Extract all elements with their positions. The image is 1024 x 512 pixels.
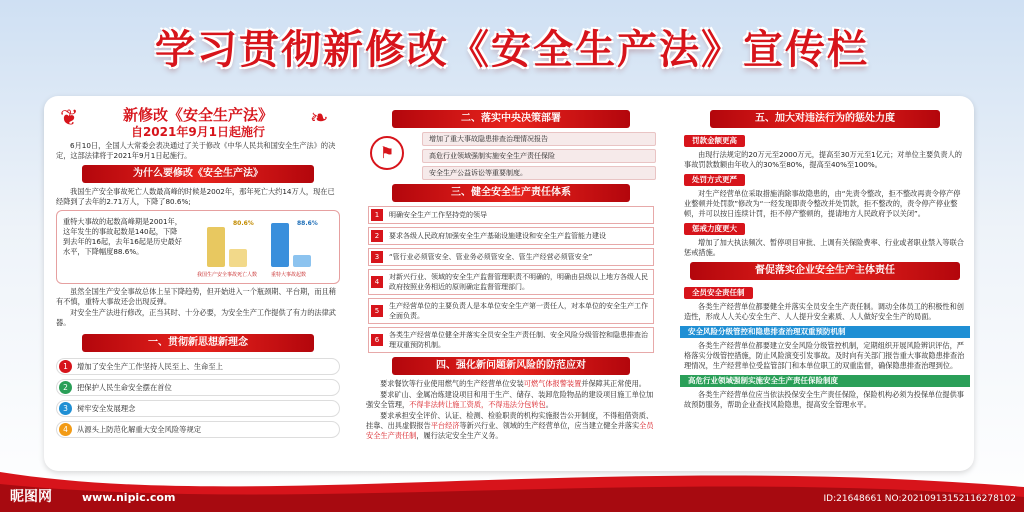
sec3-item xyxy=(368,269,654,295)
text: ，履行法定安全生产义务。 xyxy=(416,431,503,440)
tag-full-staff: 全员安全责任制 xyxy=(684,287,753,299)
sec3-item-text: 明确安全生产工作坚持党的领导 xyxy=(389,211,487,219)
sec3-item-text: 生产经营单位的主要负责人是本单位安全生产第一责任人，对本单位的安全生产工作全面负责。 xyxy=(389,302,648,320)
intro-text: 6月10日，全国人大常委会表决通过了关于修改《中华人民共和国安全生产法》的决定，这部法律将于2021年9月1日起施行。 xyxy=(56,141,336,160)
number-badge: 2 xyxy=(59,381,72,394)
tag-discipline: 惩戒力度更大 xyxy=(684,223,745,235)
text: 并保障其正常使用。 xyxy=(581,379,646,388)
chart-pct-2: 88.6% xyxy=(297,220,318,227)
sec3-item xyxy=(368,248,654,266)
sec4-paragraph-3 xyxy=(366,411,656,441)
list-item-text: 树牢安全发展理念 xyxy=(77,403,136,413)
sec2-item: 增加了重大事故隐患排查治理情况报告 xyxy=(422,132,656,146)
subject-responsibility-header: 督促落实企业安全生产主体责任 xyxy=(690,262,960,280)
number-badge: 2 xyxy=(371,230,383,242)
laurel-left-icon: ❦ xyxy=(60,106,79,131)
highlight-text: 不得非法转让施工资质，不得违法分包转包 xyxy=(409,400,546,409)
sec3-item-text: “管行业必须管安全、管业务必须管安全、管生产经营必须管安全” xyxy=(389,253,593,261)
chart-bar-accidents xyxy=(271,223,289,267)
number-badge: 3 xyxy=(59,402,72,415)
sec2-item: 高危行业领域强制实施安全生产责任保险 xyxy=(422,149,656,163)
list-item xyxy=(56,421,340,438)
tag-punish: 处罚方式更严 xyxy=(684,174,745,186)
number-badge: 6 xyxy=(371,334,383,346)
why-paragraph-1: 我国生产安全事故死亡人数最高峰的时候是2002年，那年死亡大约14万人，现在已经降到了去年的2.71万人，下降了80.6%; xyxy=(56,187,335,206)
sec3-item xyxy=(368,206,654,224)
tag-dual-prevention: 安全风险分级管控和隐患排查治理双重预防机制 xyxy=(680,326,970,338)
number-badge: 1 xyxy=(59,360,72,373)
meeting-icon: ⚑ xyxy=(370,136,404,170)
sec2-item: 安全生产公益诉讼等重要制度。 xyxy=(422,166,656,180)
sec3-item xyxy=(368,327,654,353)
list-item xyxy=(56,379,340,396)
highlight-text: 可燃气体报警装置 xyxy=(523,379,582,388)
tag-insurance: 高危行业领域强制实施安全生产责任保险制度 xyxy=(680,375,970,387)
text: 要求矿山、金属冶炼建设项目和用于生产、储存、装卸危险物品的建设项目施工单位加强安全管理， xyxy=(366,390,654,409)
insurance-paragraph: 各类生产经营单位应当依法投保安全生产责任保险，保险机构必须为投保单位提供事故预防服务，帮助企业查找风险隐患，提高安全管理水平。 xyxy=(684,390,964,409)
highlight-text: 全员安全生产责任制 xyxy=(366,421,654,440)
full-staff-paragraph: 各类生产经营单位都要健全并落实全员安全生产责任制。调动全体员工的积极性和创造性，形成人人关心安全生产、人人提升安全素质、人人做好安全生产的局面。 xyxy=(684,302,964,321)
list-item xyxy=(56,358,340,375)
column-right xyxy=(680,106,970,411)
text: 要求餐饮等行业使用燃气的生产经营单位安装 xyxy=(380,379,524,388)
number-badge: 3 xyxy=(371,251,383,263)
chart-text: 重特大事故的起数高峰期是2001年，这年发生的事故起数是140起，下降到去年的16起，去年16起是历史最好水平，下降幅度88.6%。 xyxy=(63,217,182,256)
discipline-paragraph: 增加了加大执法频次、暂停项目审批、上调有关保险费率、行业或者职业禁入等联合惩戒措施。 xyxy=(684,238,964,257)
section-4-header: 四、强化新问题新风险的防范应对 xyxy=(392,357,630,375)
why-paragraph-2: 虽然全国生产安全事故总体上呈下降趋势，但开始进入一个瓶颈期、平台期，而且稍有不慎，重特大事故还会出现反弹。 xyxy=(56,287,336,306)
sec3-item xyxy=(368,298,654,324)
text: 等新兴行业、领域的生产经营单位，应当建立健全并落实 xyxy=(459,421,640,430)
tag-fine: 罚款金额更高 xyxy=(684,135,745,147)
law-heading: 新修改《安全生产法》 xyxy=(122,106,273,124)
list-item xyxy=(56,400,340,417)
chart-bar-deaths xyxy=(207,227,225,267)
watermark-url: www.nipic.com xyxy=(82,491,176,504)
why-revise-header: 为什么要修改《安全生产法》 xyxy=(82,165,314,183)
laurel-right-icon: ❧ xyxy=(310,106,329,131)
section-1-header: 一、贯彻新思想新理念 xyxy=(82,334,314,352)
punish-paragraph: 对生产经营单位采取措施消除事故隐患的，由“先责令整改，拒不整改再责令停产停业整顿并处罚款”修改为“一经发现即责令整改并处罚款，拒不整改的，责令停产停业整顿，并可以按日连续计罚，拒不停产整顿的，提请地方人民政府予以关闭”。 xyxy=(684,189,961,218)
sec3-item-text: 要求各级人民政府加强安全生产基础设施建设和安全生产监管能力建设 xyxy=(389,232,606,240)
sec3-item xyxy=(368,227,654,245)
accident-chart xyxy=(56,210,340,284)
fine-paragraph: 由现行法规定的20万元至2000万元，提高至30万元至1亿元；对单位主要负责人的事故罚款数额由年收入的30%至80%，提高至40%至100%。 xyxy=(684,150,962,169)
list-item-text: 增加了安全生产工作坚持人民至上、生命至上 xyxy=(77,361,223,371)
number-badge: 4 xyxy=(371,276,383,288)
chart-bar-accidents-now xyxy=(293,255,311,267)
watermark-logo: 昵图网 xyxy=(10,489,52,505)
section-2-header: 二、落实中央决策部署 xyxy=(392,110,630,128)
list-item-text: 把保护人民生命安全摆在首位 xyxy=(77,382,172,392)
sec4-paragraph-2 xyxy=(366,390,656,410)
number-badge: 1 xyxy=(371,209,383,221)
law-date-heading: 自2021年9月1日起施行 xyxy=(130,125,266,139)
why-paragraph-3: 对安全生产法进行修改，正当其时、十分必要，为安全生产工作提供了有力的法律武器。 xyxy=(56,308,336,327)
page-title: 学习贯彻新修改《安全生产法》宣传栏 xyxy=(155,27,869,73)
chart-label-1: 我国生产安全事故死亡人数 xyxy=(197,272,258,278)
chart-bar-deaths-now xyxy=(229,249,247,267)
text: 要求承担安全评价、认证、检测、检验职责的机构实施报告公开制度，不得租借资质、挂靠、出具虚假报告 xyxy=(366,411,654,430)
highlight-text: 平台经济 xyxy=(430,421,460,430)
sec3-item-text: 各类生产经营单位健全并落实全员安全生产责任制、安全风险分级管控和隐患排查治理双重预防机制。 xyxy=(389,331,648,349)
number-badge: 4 xyxy=(59,423,72,436)
chart-label-2: 重特大事故起数 xyxy=(271,272,307,278)
section-3-header: 三、健全安全生产责任体系 xyxy=(392,184,630,202)
watermark-id: ID:21648661 NO:20210913152116278102 xyxy=(823,494,1016,504)
number-badge: 5 xyxy=(371,305,383,317)
text: 。 xyxy=(545,400,553,409)
column-left xyxy=(52,106,344,442)
section-5-header: 五、加大对违法行为的惩处力度 xyxy=(710,110,940,128)
sec4-paragraph-1 xyxy=(366,379,656,389)
column-middle xyxy=(362,106,660,442)
chart-pct-1: 80.6% xyxy=(233,220,254,227)
dual-prevention-paragraph: 各类生产经营单位都要建立安全风险分级管控机制，定期组织开展风险辨识评估，严格落实分级管控措施，防止风险演变引发事故。及时向有关部门报告重大事故隐患排查治理情况，生产经营单位受监管部门和本单位职工的双重监督，确保隐患排查治理到位。 xyxy=(684,341,965,370)
sec3-item-text: 对新兴行业、领域的安全生产监督管理职责不明确的，明确由县级以上地方各级人民政府按照业务相近的原则确定监督管理部门。 xyxy=(389,273,648,291)
list-item-text: 从源头上防范化解重大安全风险等规定 xyxy=(77,424,202,434)
